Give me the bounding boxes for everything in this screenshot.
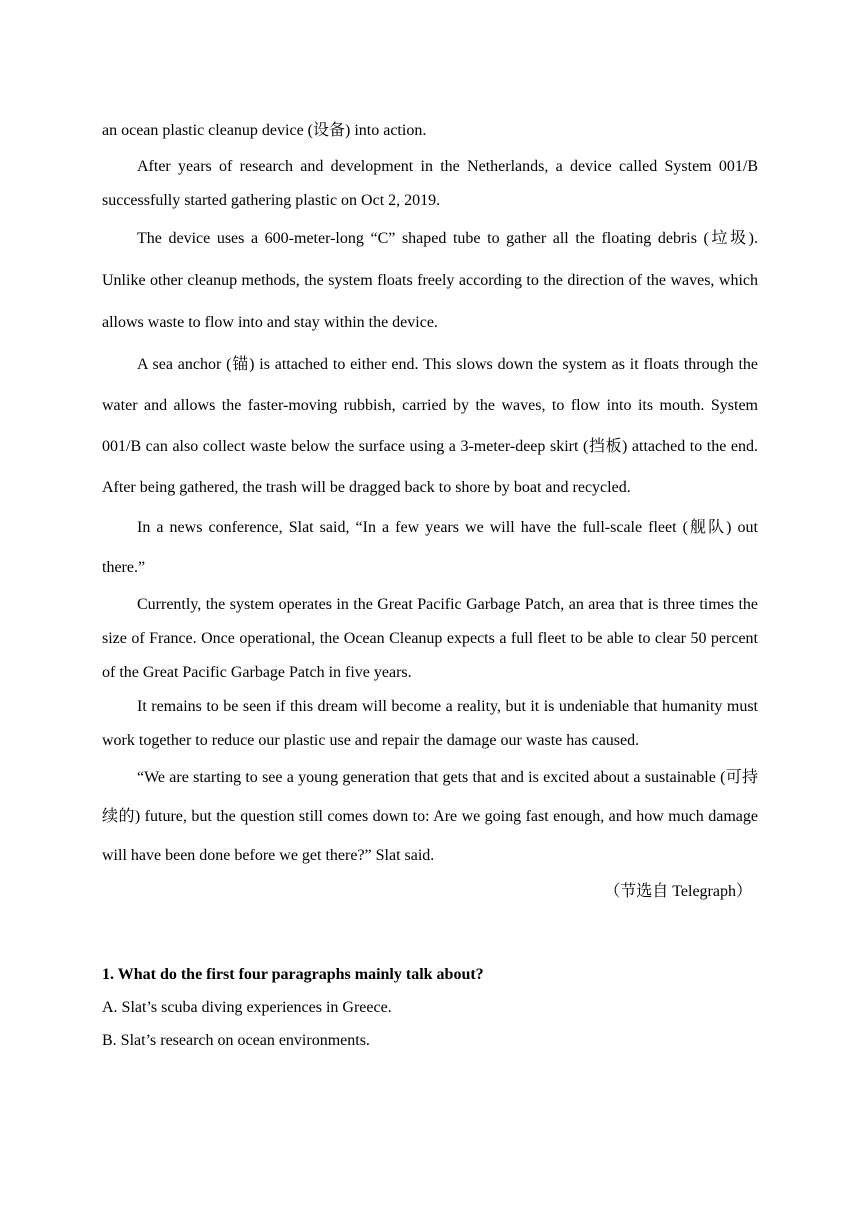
paragraph-system-001b: After years of research and development in the Netherlands, a device called System 001/B successfully started gathering plastic on Oct 2, 2019. (102, 158, 758, 209)
answer-option-a[interactable]: A. Slat’s scuba diving experiences in Greece. (102, 999, 392, 1016)
paragraph-great-pacific-patch: Currently, the system operates in the Great Pacific Garbage Patch, an area that is three times the size of France. Once operational, the Ocean Cleanup expects a full fleet to be able to clear 50 percent of the Great Pacific Garbage Patch in five years. (102, 596, 758, 681)
paragraph-dream-reality: It remains to be seen if this dream will become a reality, but it is undeniable that humanity must work together to reduce our plastic use and repair the damage our waste has caused. (102, 698, 758, 749)
paragraph-c-shaped-tube: The device uses a 600-meter-long “C” shaped tube to gather all the floating debris (垃圾). Unlike other cleanup methods, the system floats freely according to the direction of the waves, which allows waste to flow into and stay within the device. (102, 230, 758, 331)
answer-option-b[interactable]: B. Slat’s research on ocean environments. (102, 1032, 370, 1049)
article-body (102, 112, 758, 1057)
paragraph-continuation: an ocean plastic cleanup device (设备) into action. (102, 122, 427, 139)
paragraph-sea-anchor: A sea anchor (锚) is attached to either end. This slows down the system as it floats through the water and allows the faster-moving rubbish, carried by the waves, to flow into its mouth. System 001/B can also collect waste below the surface using a 3-meter-deep skirt (挡板) attached to the end. After being gathered, the trash will be dragged back to shore by boat and recycled. (102, 356, 759, 496)
paragraph-news-conference: In a news conference, Slat said, “In a few years we will have the full-scale fleet (舰队) out there.” (102, 519, 758, 576)
paragraph-slat-quote: “We are starting to see a young generation that gets that and is excited about a sustainable (可持续的) future, but the question still comes down to: Are we going fast enough, and how much damage will have been done before we get there?” Slat said. (102, 769, 758, 864)
source-citation: （节选自 Telegraph） (604, 883, 752, 900)
question-title: 1. What do the first four paragraphs mainly talk about? (102, 966, 484, 983)
